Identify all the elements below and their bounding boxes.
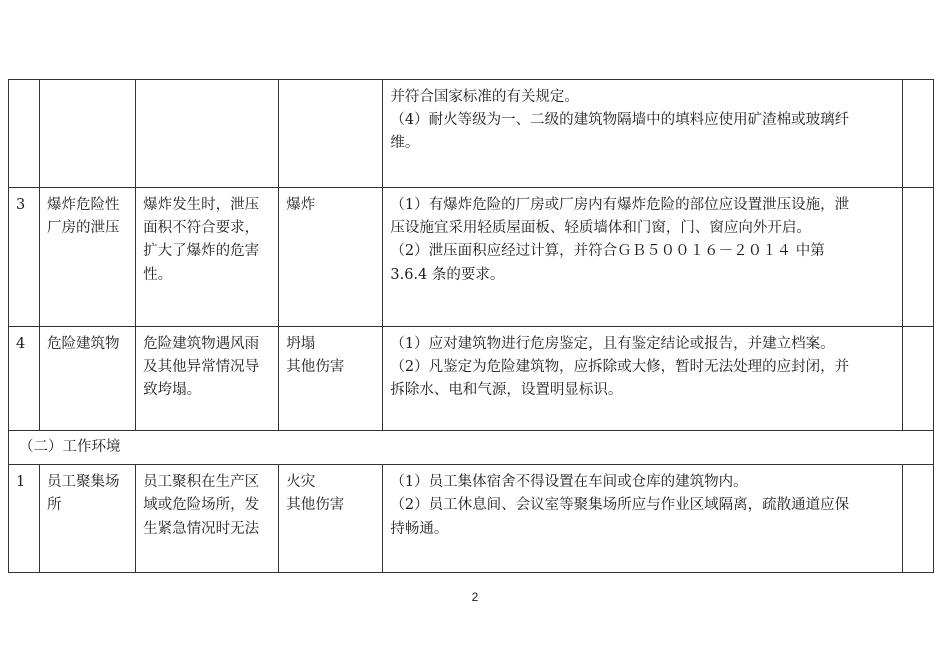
accident-cell <box>279 465 383 573</box>
hazard-line: 致垮塌。 <box>143 382 202 399</box>
section-row <box>9 431 934 465</box>
hazard-line: 爆炸发生时，泄压 <box>143 197 260 213</box>
remark-cell <box>902 188 933 327</box>
hazard-line: 扩大了爆炸的危害 <box>143 243 260 260</box>
requirement-line: 持畅通。 <box>390 520 449 537</box>
no-cell <box>9 327 40 431</box>
hazard-line: 性。 <box>143 266 173 283</box>
remark-cell <box>902 327 933 431</box>
table-row <box>9 465 934 573</box>
hazard-line: 员工聚积在生产区 <box>143 474 260 491</box>
hazard-cell <box>136 465 279 573</box>
hazard-cell <box>136 80 279 188</box>
item-line: 危险建筑物 <box>47 336 120 352</box>
item-cell <box>40 80 136 188</box>
requirements-cell <box>383 465 903 573</box>
requirement-line: （2）员工休息间、会议室等聚集场所应与作业区域隔离，疏散通道应保 <box>390 497 850 514</box>
requirement-line: （1）应对建筑物进行危房鉴定，且有鉴定结论或报告，并建立档案。 <box>390 336 835 352</box>
table-row-continued <box>9 80 934 188</box>
remark-cell <box>902 465 933 573</box>
requirements-cell <box>383 188 903 327</box>
item-cell <box>40 188 136 327</box>
accident-line: 其他伤害 <box>286 497 345 514</box>
hazard-line: 及其他异常情况导 <box>143 359 260 376</box>
no-cell <box>9 188 40 327</box>
row-number: 1 <box>16 474 26 491</box>
requirement-line: （1）有爆炸危险的厂房或厂房内有爆炸危险的部位应设置泄压设施，泄 <box>390 197 850 213</box>
row-number: 3 <box>16 197 26 213</box>
requirement-line: 压设施宜采用轻质屋面板、轻质墙体和门窗，门、窗应向外开启。 <box>390 220 811 237</box>
requirement-line: （1）员工集体宿舍不得设置在车间或仓库的建筑物内。 <box>390 474 748 491</box>
requirement-line: （4）耐火等级为一、二级的建筑物隔墙中的填料应使用矿渣棉或玻璃纤 <box>390 112 850 129</box>
item-line: 所 <box>47 497 62 514</box>
hazard-table <box>8 79 934 573</box>
accident-line: 坍塌 <box>286 336 316 352</box>
requirement-line: 并符合国家标准的有关规定。 <box>390 89 579 105</box>
accident-cell <box>279 80 383 188</box>
no-cell <box>9 80 40 188</box>
item-cell <box>40 465 136 573</box>
page-number: 2 <box>471 590 479 604</box>
requirement-line: （2）凡鉴定为危险建筑物，应拆除或大修，暂时无法处理的应封闭，并 <box>390 359 850 376</box>
hazard-line: 危险建筑物遇风雨 <box>143 336 260 352</box>
requirement-line: 拆除水、电和气源，设置明显标识。 <box>390 382 623 399</box>
requirement-line: 维。 <box>390 135 420 152</box>
item-line: 厂房的泄压 <box>47 220 120 237</box>
hazard-line: 域或危险场所，发 <box>143 497 260 514</box>
accident-line: 火灾 <box>286 474 316 491</box>
requirements-cell <box>383 327 903 431</box>
accident-cell <box>279 327 383 431</box>
item-line: 爆炸危险性 <box>47 197 120 213</box>
requirements-cell <box>383 80 903 188</box>
no-cell <box>9 465 40 573</box>
hazard-line: 生紧急情况时无法 <box>143 520 260 537</box>
accident-line: 其他伤害 <box>286 359 345 376</box>
item-cell <box>40 327 136 431</box>
table-row <box>9 188 934 327</box>
hazard-cell <box>136 188 279 327</box>
hazard-line: 面积不符合要求， <box>143 220 260 237</box>
item-line: 员工聚集场 <box>47 474 120 491</box>
accident-line: 爆炸 <box>286 197 316 213</box>
section-title-cell <box>9 431 934 465</box>
requirement-line: 3.6.4 条的要求。 <box>390 266 505 283</box>
table-row <box>9 327 934 431</box>
accident-cell <box>279 188 383 327</box>
remark-cell <box>902 80 933 188</box>
hazard-cell <box>136 327 279 431</box>
requirement-line: （2）泄压面积应经过计算，并符合ＧＢ５００１６－２０１４ 中第 <box>390 243 825 260</box>
row-number: 4 <box>16 336 26 352</box>
section-title: （二）工作环境 <box>19 439 121 455</box>
